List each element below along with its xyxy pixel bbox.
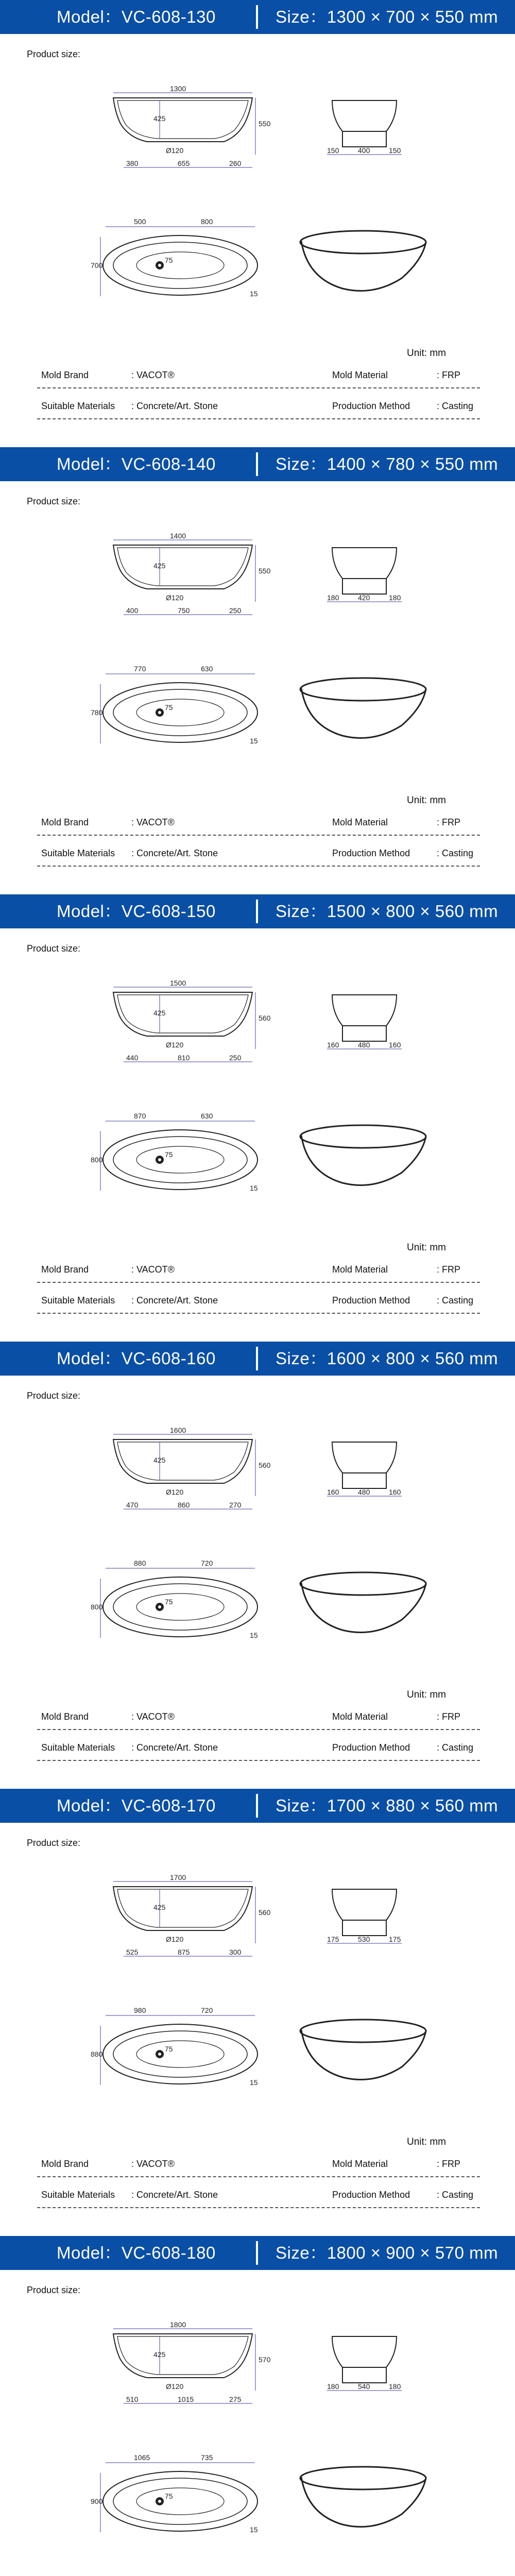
drain-center — [158, 711, 161, 714]
plan-outer-rim — [103, 235, 258, 295]
dashed-divider — [37, 835, 480, 836]
plan-outer-rim — [103, 683, 258, 742]
tub-render — [296, 2458, 430, 2535]
unit-label: Unit: mm — [407, 2137, 446, 2147]
plan-view-drawing — [91, 665, 268, 759]
render-rim — [300, 1572, 426, 1595]
dim-length-label: 1700 — [170, 1873, 186, 1882]
mold-material-label: Mold Material — [332, 817, 388, 827]
side-base — [342, 1026, 386, 1041]
header-divider — [256, 1794, 258, 1818]
plan-left-label: 770 — [134, 665, 146, 673]
side-view-drawing — [324, 1437, 407, 1514]
size-title: Size：1300 × 700 × 550 mm — [276, 7, 499, 26]
plan-inner-rim — [113, 689, 247, 736]
product-size-label: Product size: — [27, 943, 81, 954]
drain-label: Ø120 — [166, 594, 184, 602]
product-size-label: Product size: — [27, 2285, 81, 2295]
front-view-drawing — [108, 979, 271, 1082]
drain-center — [158, 264, 161, 267]
dim-length-label: 1400 — [170, 532, 186, 540]
drain-depth-label: 75 — [165, 2492, 173, 2500]
mold-material-label: Mold Material — [332, 370, 388, 380]
side-outline — [332, 1889, 397, 1920]
model-title: Model：VC-608-150 — [57, 902, 216, 921]
base-left-label: 150 — [327, 146, 339, 155]
plan-width-label: 800 — [91, 1603, 103, 1611]
slope-label: 15 — [250, 1631, 258, 1639]
base-left-label: 175 — [327, 1935, 339, 1943]
product-section — [0, 0, 515, 447]
model-title: Model：VC-608-170 — [57, 1796, 216, 1815]
dashed-divider — [37, 418, 480, 419]
product-section — [0, 2236, 515, 2576]
mold-brand-value: : VACOT® — [131, 817, 175, 827]
side-outline — [332, 548, 397, 579]
drain-depth-label: 75 — [165, 2045, 173, 2053]
mold-material-label: Mold Material — [332, 1264, 388, 1275]
suitable-materials-value: : Concrete/Art. Stone — [131, 848, 218, 858]
dim-height-label: 560 — [259, 1014, 271, 1022]
mold-material-label: Mold Material — [332, 2159, 388, 2169]
dashed-divider — [37, 1313, 480, 1314]
spec-row-1 — [37, 816, 480, 832]
side-base — [342, 1920, 386, 1936]
base-width-label: 400 — [358, 146, 370, 155]
suitable-materials-label: Suitable Materials — [41, 1295, 115, 1306]
model-title: Model：VC-608-130 — [57, 7, 216, 26]
spec-row-2 — [37, 400, 480, 415]
base-right-label: 180 — [389, 2382, 401, 2391]
dim-mid-label: 875 — [178, 1948, 190, 1956]
drain-center — [158, 1158, 161, 1161]
drain-label: Ø120 — [166, 2382, 184, 2391]
product-section — [0, 447, 515, 894]
base-left-label: 160 — [327, 1488, 339, 1496]
plan-right-label: 720 — [201, 2006, 213, 2014]
suitable-materials-label: Suitable Materials — [41, 2190, 115, 2200]
plan-inner-rim — [113, 1137, 247, 1183]
tub-inner-outline — [117, 1442, 248, 1480]
drain-center — [158, 2053, 161, 2056]
mold-material-value: : FRP — [437, 1264, 461, 1275]
tub-outline — [113, 1887, 252, 1930]
section-header — [0, 2236, 515, 2270]
plan-left-label: 500 — [134, 217, 146, 226]
suitable-materials-value: : Concrete/Art. Stone — [131, 1295, 218, 1306]
production-method-value: : Casting — [437, 2190, 474, 2200]
product-size-label: Product size: — [27, 1838, 81, 1848]
tub-inner-outline — [117, 1889, 248, 1927]
render-rim — [300, 231, 426, 253]
product-section — [0, 894, 515, 1342]
header-divider — [256, 5, 258, 29]
drain-label: Ø120 — [166, 1935, 184, 1943]
dim-right-label: 275 — [229, 2395, 242, 2403]
plan-left-label: 1065 — [134, 2453, 150, 2462]
mold-brand-label: Mold Brand — [41, 370, 89, 380]
plan-right-label: 800 — [201, 217, 213, 226]
dashed-divider — [37, 866, 480, 867]
base-right-label: 160 — [389, 1041, 401, 1049]
plan-width-label: 900 — [91, 2497, 103, 2505]
plan-basin — [136, 699, 224, 726]
tub-outline — [113, 98, 252, 142]
dashed-divider — [37, 1729, 480, 1730]
model-title: Model：VC-608-160 — [57, 1349, 216, 1368]
dashed-divider — [37, 2207, 480, 2208]
drain-depth-label: 75 — [165, 703, 173, 711]
production-method-label: Production Method — [332, 401, 410, 411]
mold-brand-label: Mold Brand — [41, 817, 89, 827]
suitable-materials-value: : Concrete/Art. Stone — [131, 2190, 218, 2200]
dim-right-label: 250 — [229, 606, 242, 615]
side-view-drawing — [324, 543, 407, 620]
tub-render — [296, 2010, 430, 2088]
slope-label: 15 — [250, 2526, 258, 2534]
front-view-drawing — [108, 532, 271, 635]
side-outline — [332, 2336, 397, 2367]
unit-label: Unit: mm — [407, 1689, 446, 1700]
front-view-drawing — [108, 1873, 271, 1977]
section-header — [0, 447, 515, 481]
side-base — [342, 2367, 386, 2383]
slope-label: 15 — [250, 290, 258, 298]
mold-material-value: : FRP — [437, 817, 461, 827]
plan-left-label: 980 — [134, 2006, 146, 2014]
tub-inner-outline — [117, 2336, 248, 2375]
production-method-label: Production Method — [332, 848, 410, 858]
dim-length-label: 1500 — [170, 979, 186, 987]
dim-depth-label: 425 — [153, 2350, 166, 2359]
dim-height-label: 560 — [259, 1461, 271, 1469]
dim-mid-label: 810 — [178, 1054, 190, 1062]
tub-inner-outline — [117, 548, 248, 586]
mold-brand-value: : VACOT® — [131, 2159, 175, 2169]
tub-inner-outline — [117, 995, 248, 1033]
base-right-label: 175 — [389, 1935, 401, 1943]
size-title: Size：1500 × 800 × 560 mm — [276, 902, 499, 921]
suitable-materials-label: Suitable Materials — [41, 401, 115, 411]
production-method-label: Production Method — [332, 1295, 410, 1306]
mold-material-value: : FRP — [437, 370, 461, 380]
side-base — [342, 1473, 386, 1488]
base-right-label: 180 — [389, 594, 401, 602]
front-view-drawing — [108, 2320, 271, 2424]
header-divider — [256, 452, 258, 476]
drain-label: Ø120 — [166, 1488, 184, 1496]
production-method-value: : Casting — [437, 401, 474, 411]
drain-depth-label: 75 — [165, 256, 173, 264]
mold-material-value: : FRP — [437, 2159, 461, 2169]
dim-right-label: 250 — [229, 1054, 242, 1062]
drain-label: Ø120 — [166, 1041, 184, 1049]
dim-depth-label: 425 — [153, 1456, 166, 1464]
suitable-materials-label: Suitable Materials — [41, 1742, 115, 1753]
plan-right-label: 630 — [201, 665, 213, 673]
product-size-label: Product size: — [27, 1391, 81, 1401]
plan-view-drawing — [91, 2453, 268, 2548]
plan-basin — [136, 2488, 224, 2515]
header-divider — [256, 2241, 258, 2265]
production-method-label: Production Method — [332, 1742, 410, 1753]
side-base — [342, 579, 386, 594]
dim-right-label: 300 — [229, 1948, 242, 1956]
render-rim — [300, 2467, 426, 2489]
tub-outline — [113, 545, 252, 589]
plan-left-label: 880 — [134, 1559, 146, 1567]
spec-row-1 — [37, 2158, 480, 2173]
dashed-divider — [37, 387, 480, 388]
section-header — [0, 1789, 515, 1823]
dim-left-label: 525 — [126, 1948, 139, 1956]
side-outline — [332, 100, 397, 131]
plan-right-label: 630 — [201, 1112, 213, 1120]
render-rim — [300, 678, 426, 701]
tub-render — [296, 222, 430, 299]
dim-left-label: 470 — [126, 1501, 139, 1509]
side-outline — [332, 995, 397, 1026]
model-title: Model：VC-608-180 — [57, 2243, 216, 2262]
suitable-materials-value: : Concrete/Art. Stone — [131, 401, 218, 411]
tub-outline — [113, 1439, 252, 1483]
spec-row-1 — [37, 1263, 480, 1279]
mold-brand-label: Mold Brand — [41, 1711, 89, 1722]
drain-center — [158, 2500, 161, 2503]
drain-label: Ø120 — [166, 146, 184, 155]
plan-basin — [136, 252, 224, 279]
spec-row-2 — [37, 2189, 480, 2204]
dim-depth-label: 425 — [153, 1009, 166, 1017]
side-base — [342, 131, 386, 147]
drain-depth-label: 75 — [165, 1598, 173, 1606]
front-view-drawing — [108, 84, 271, 188]
unit-label: Unit: mm — [407, 1242, 446, 1253]
render-rim — [300, 1125, 426, 1148]
production-method-value: : Casting — [437, 1742, 474, 1753]
dim-mid-label: 1015 — [178, 2395, 194, 2403]
base-width-label: 480 — [358, 1041, 370, 1049]
dim-mid-label: 750 — [178, 606, 190, 615]
render-rim — [300, 2020, 426, 2042]
dim-right-label: 260 — [229, 159, 242, 167]
plan-width-label: 700 — [91, 261, 103, 269]
mold-brand-value: : VACOT® — [131, 1264, 175, 1275]
production-method-value: : Casting — [437, 1295, 474, 1306]
plan-view-drawing — [91, 1112, 268, 1206]
dim-left-label: 380 — [126, 159, 139, 167]
tub-inner-outline — [117, 100, 248, 139]
mold-brand-label: Mold Brand — [41, 1264, 89, 1275]
plan-inner-rim — [113, 2478, 247, 2524]
dim-left-label: 440 — [126, 1054, 139, 1062]
spec-row-1 — [37, 369, 480, 384]
model-title: Model：VC-608-140 — [57, 454, 216, 473]
side-view-drawing — [324, 95, 407, 173]
size-title: Size：1400 × 780 × 550 mm — [276, 454, 499, 473]
mold-brand-value: : VACOT® — [131, 370, 175, 380]
base-width-label: 530 — [358, 1935, 370, 1943]
dim-mid-label: 655 — [178, 159, 190, 167]
plan-width-label: 880 — [91, 2050, 103, 2058]
size-title: Size：1600 × 800 × 560 mm — [276, 1349, 499, 1368]
header-divider — [256, 900, 258, 923]
side-outline — [332, 1442, 397, 1473]
spec-row-2 — [37, 847, 480, 862]
base-left-label: 160 — [327, 1041, 339, 1049]
plan-inner-rim — [113, 2031, 247, 2077]
tub-render — [296, 669, 430, 746]
mold-material-label: Mold Material — [332, 1711, 388, 1722]
section-header — [0, 1342, 515, 1376]
drain-depth-label: 75 — [165, 1150, 173, 1159]
product-size-label: Product size: — [27, 496, 81, 506]
plan-left-label: 870 — [134, 1112, 146, 1120]
slope-label: 15 — [250, 1184, 258, 1192]
tub-outline — [113, 2334, 252, 2378]
dim-height-label: 550 — [259, 567, 271, 575]
mold-brand-label: Mold Brand — [41, 2159, 89, 2169]
plan-view-drawing — [91, 2006, 268, 2100]
slope-label: 15 — [250, 2078, 258, 2087]
tub-render — [296, 1116, 430, 1193]
plan-view-drawing — [91, 1559, 268, 1653]
plan-inner-rim — [113, 1584, 247, 1630]
plan-view-drawing — [91, 217, 268, 312]
plan-outer-rim — [103, 1577, 258, 1637]
dim-depth-label: 425 — [153, 114, 166, 123]
dim-height-label: 560 — [259, 1908, 271, 1917]
dashed-divider — [37, 1760, 480, 1761]
product-section — [0, 1789, 515, 2236]
spec-row-1 — [37, 1710, 480, 1726]
section-header — [0, 0, 515, 34]
dim-depth-label: 425 — [153, 562, 166, 570]
size-title: Size：1800 × 900 × 570 mm — [276, 2243, 499, 2262]
section-header — [0, 894, 515, 928]
dim-left-label: 400 — [126, 606, 139, 615]
front-view-drawing — [108, 1426, 271, 1530]
dashed-divider — [37, 2176, 480, 2177]
slope-label: 15 — [250, 737, 258, 745]
unit-label: Unit: mm — [407, 795, 446, 806]
side-view-drawing — [324, 1884, 407, 1961]
plan-width-label: 780 — [91, 708, 103, 717]
suitable-materials-label: Suitable Materials — [41, 848, 115, 858]
plan-outer-rim — [103, 1130, 258, 1190]
unit-label: Unit: mm — [407, 348, 446, 359]
dim-height-label: 570 — [259, 2355, 271, 2364]
size-title: Size：1700 × 880 × 560 mm — [276, 1796, 499, 1815]
tub-outline — [113, 992, 252, 1036]
dim-left-label: 510 — [126, 2395, 139, 2403]
product-section — [0, 1342, 515, 1789]
plan-right-label: 735 — [201, 2453, 213, 2462]
dim-length-label: 1600 — [170, 1426, 186, 1434]
base-left-label: 180 — [327, 594, 339, 602]
production-method-label: Production Method — [332, 2190, 410, 2200]
plan-inner-rim — [113, 242, 247, 289]
base-right-label: 150 — [389, 146, 401, 155]
mold-brand-value: : VACOT® — [131, 1711, 175, 1722]
tub-render — [296, 1563, 430, 1640]
plan-outer-rim — [103, 2471, 258, 2531]
dashed-divider — [37, 1282, 480, 1283]
plan-basin — [136, 2041, 224, 2067]
base-left-label: 180 — [327, 2382, 339, 2391]
side-view-drawing — [324, 2331, 407, 2409]
dim-right-label: 270 — [229, 1501, 242, 1509]
production-method-value: : Casting — [437, 848, 474, 858]
plan-basin — [136, 1594, 224, 1620]
dim-mid-label: 860 — [178, 1501, 190, 1509]
drain-center — [158, 1605, 161, 1608]
header-divider — [256, 1347, 258, 1370]
base-width-label: 420 — [358, 594, 370, 602]
base-width-label: 480 — [358, 1488, 370, 1496]
base-width-label: 540 — [358, 2382, 370, 2391]
plan-outer-rim — [103, 2024, 258, 2084]
dim-length-label: 1300 — [170, 84, 186, 93]
suitable-materials-value: : Concrete/Art. Stone — [131, 1742, 218, 1753]
mold-material-value: : FRP — [437, 1711, 461, 1722]
spec-row-2 — [37, 1741, 480, 1757]
side-view-drawing — [324, 990, 407, 1067]
product-size-label: Product size: — [27, 49, 81, 59]
dim-length-label: 1800 — [170, 2320, 186, 2329]
plan-width-label: 800 — [91, 1156, 103, 1164]
dim-depth-label: 425 — [153, 1903, 166, 1911]
base-right-label: 160 — [389, 1488, 401, 1496]
plan-basin — [136, 1146, 224, 1173]
dim-height-label: 550 — [259, 120, 271, 128]
spec-row-2 — [37, 1294, 480, 1310]
plan-right-label: 720 — [201, 1559, 213, 1567]
